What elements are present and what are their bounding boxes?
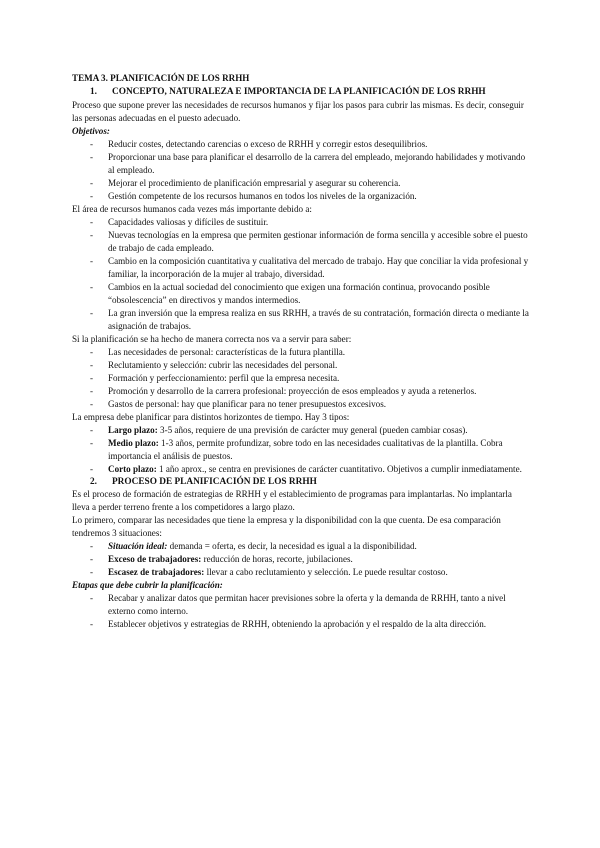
list-item: - Promoción y desarrollo de la carrera profesional: proyección de esos empleados y ayuda a retenerlos. [90, 385, 477, 396]
horizontes-list [72, 424, 530, 476]
list-item: - Mejorar el procedimiento de planificación empresarial y asegurar su coherencia. [90, 177, 401, 188]
importancia-list [72, 216, 530, 333]
saber-list [72, 346, 530, 411]
section-1-number: 1. [90, 87, 97, 97]
section-1-intro: Proceso que supone prever las necesidades de recursos humanos y fijar los pasos para cubrir las mismas. Es decir, conseguir las personas adecuadas en el puesto adecuado. [72, 99, 524, 123]
etapas-list [72, 592, 530, 631]
list-item: - Proporcionar una base para planificar el desarrollo de la carrera del empleado, mejorando habilidades y motivando al empleado. [90, 151, 526, 175]
objetivos-list [72, 138, 530, 203]
situaciones-list [72, 540, 530, 579]
list-item: - Recabar y analizar datos que permitan hacer previsiones sobre la oferta y la demanda de RRHH, tanto a nivel externo como interno. [90, 593, 506, 616]
list-item: - Reducir costes, detectando carencias o exceso de RRHH y corregir estos desequilibrios. [90, 138, 428, 149]
list-item: - Las necesidades de personal: características de la futura plantilla. [90, 346, 346, 357]
document-title: TEMA 3. PLANIFICACIÓN DE LOS RRHH [72, 73, 250, 83]
list-item: - Formación y perfeccionamiento: perfil que la empresa necesita. [90, 372, 340, 383]
list-item: - Medio plazo: 1-3 años, permite profundizar, sobre todo en las necesidades cualitativas de la plantilla. Cobra importancia el análisis de puestos. [90, 437, 503, 461]
list-item: - Reclutamiento y selección: cubrir las necesidades del personal. [90, 359, 338, 370]
list-item: - Largo plazo: 3-5 años, requiere de una previsión de carácter muy general (pueden cambiar cosas). [90, 424, 468, 435]
list-item: - Gastos de personal: hay que planificar para no tener presupuestos excesivos. [90, 398, 387, 409]
section-2-intro: Es el proceso de formación de estrategias de RRHH y el establecimiento de programas para implantarlas. No implantarla lleva a perder terreno frente a los competidores a largo plazo. [72, 489, 512, 512]
list-item: - Nuevas tecnologías en la empresa que permiten gestionar información de forma sencilla y accesible sobre el puesto de trabajo de cada empleado. [90, 229, 528, 253]
comparacion-text: Lo primero, comparar las necesidades que tiene la empresa y la disponibilidad con la que cuenta. De esa comparación tendremos 3 situaciones: [72, 515, 501, 538]
section-1-title: CONCEPTO, NATURALEZA E IMPORTANCIA DE LA PLANIFICACIÓN DE LOS RRHH [112, 87, 486, 97]
list-item: - Exceso de trabajadores: reducción de horas, recorte, jubilaciones. [90, 554, 353, 564]
list-item: - Situación ideal: demanda = oferta, es decir, la necesidad es igual a la disponibilidad. [90, 541, 417, 551]
objetivos-label: Objetivos: [72, 125, 110, 136]
list-item: - Gestión competente de los recursos humanos en todos los niveles de la organización. [90, 190, 417, 201]
etapas-label: Etapas que debe cubrir la planificación: [72, 580, 223, 590]
list-item: - Capacidades valiosas y difíciles de sustituir. [90, 216, 269, 227]
importancia-intro: El área de recursos humanos cada vezes más importante debido a: [72, 203, 312, 214]
section-2-title: PROCESO DE PLANIFICACIÓN DE LOS RRHH [112, 476, 317, 487]
list-item: - La gran inversión que la empresa realiza en sus RRHH, a través de su contratación, formación directa o mediante la asignación de trabajos. [90, 307, 529, 331]
list-item: - Cambios en la actual sociedad del conocimiento que exigen una formación continua, provocando posible “obsolescencia” en directivos y mandos intermedios. [90, 281, 490, 305]
list-item: - Escasez de trabajadores: llevar a cabo reclutamiento y selección. Le puede resultar costoso. [90, 567, 448, 577]
list-item: - Establecer objetivos y estrategias de RRHH, obteniendo la aprobación y el respaldo de la alta dirección. [90, 619, 487, 629]
list-item: - Cambio en la composición cuantitativa y cualitativa del mercado de trabajo. Hay que conciliar la vida profesional y familiar, la incorporación de la mujer al trabajo, diversidad. [90, 255, 529, 279]
section-2-heading [72, 476, 530, 489]
section-2-number: 2. [90, 476, 97, 487]
saber-intro: Si la planificación se ha hecho de manera correcta nos va a servir para saber: [72, 333, 352, 344]
horizontes-intro: La empresa debe planificar para distintos horizontes de tiempo. Hay 3 tipos: [72, 411, 350, 422]
list-item: - Corto plazo: 1 año aprox., se centra en previsiones de carácter cuantitativo. Objetivos a cumplir inmediatamente. [90, 463, 522, 474]
section-1-heading [72, 86, 530, 99]
